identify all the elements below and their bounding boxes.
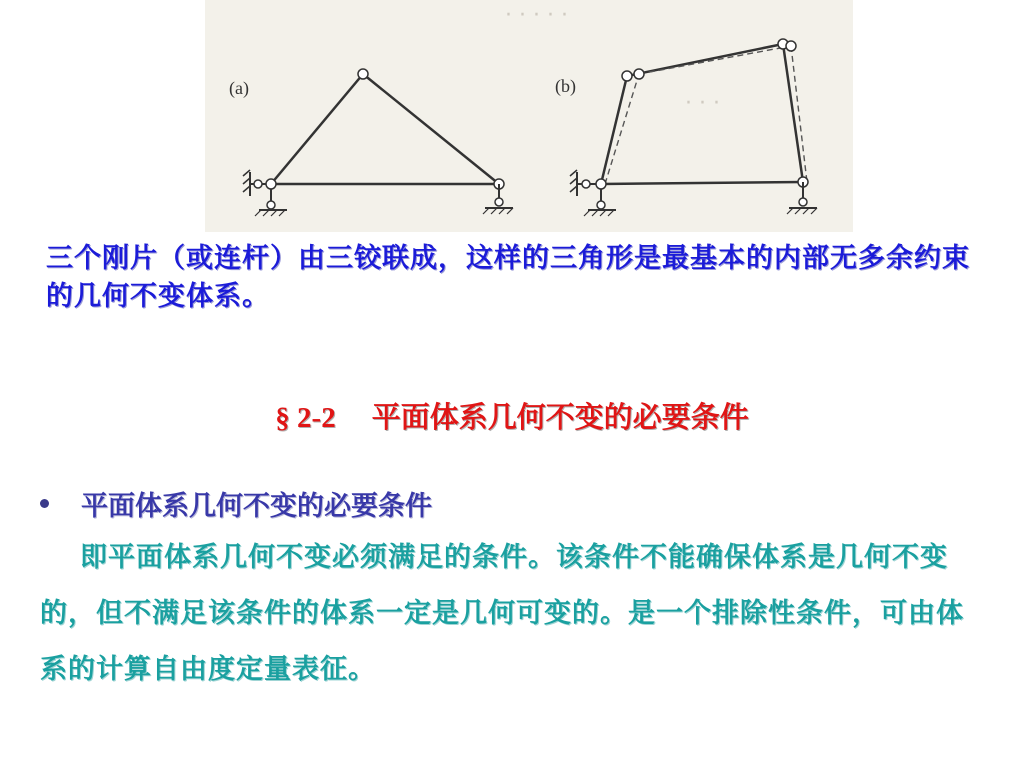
figure-b	[555, 39, 817, 216]
bullet-text: 平面体系几何不变的必要条件	[81, 490, 432, 522]
structure-figure	[205, 0, 853, 232]
figure-a-label: (a)	[229, 78, 249, 98]
section-number: § 2-2	[275, 402, 336, 434]
body-paragraph: 即平面体系几何不变必须满足的条件。该条件不能确保体系是几何不变的，但不满足该条件的体系一定是几何可变的。是一个排除性条件，可由体系的计算自由度定量表征。	[40, 542, 964, 685]
section-heading	[0, 395, 1024, 436]
bullet-item	[40, 483, 432, 523]
figure-caption: 三个刚片（或连杆）由三铰联成，这样的三角形是最基本的内部无多余约束的几何不变体系。	[46, 243, 970, 312]
figure-a	[229, 69, 513, 216]
structure-diagram	[205, 0, 853, 232]
bullet-dot-icon	[40, 499, 49, 508]
svg-text:· · ·: · · ·	[685, 91, 720, 116]
section-title-text: 平面体系几何不变的必要条件	[371, 400, 749, 434]
figure-b-label: (b)	[555, 76, 576, 96]
svg-text:· · · · ·: · · · · ·	[505, 3, 568, 28]
